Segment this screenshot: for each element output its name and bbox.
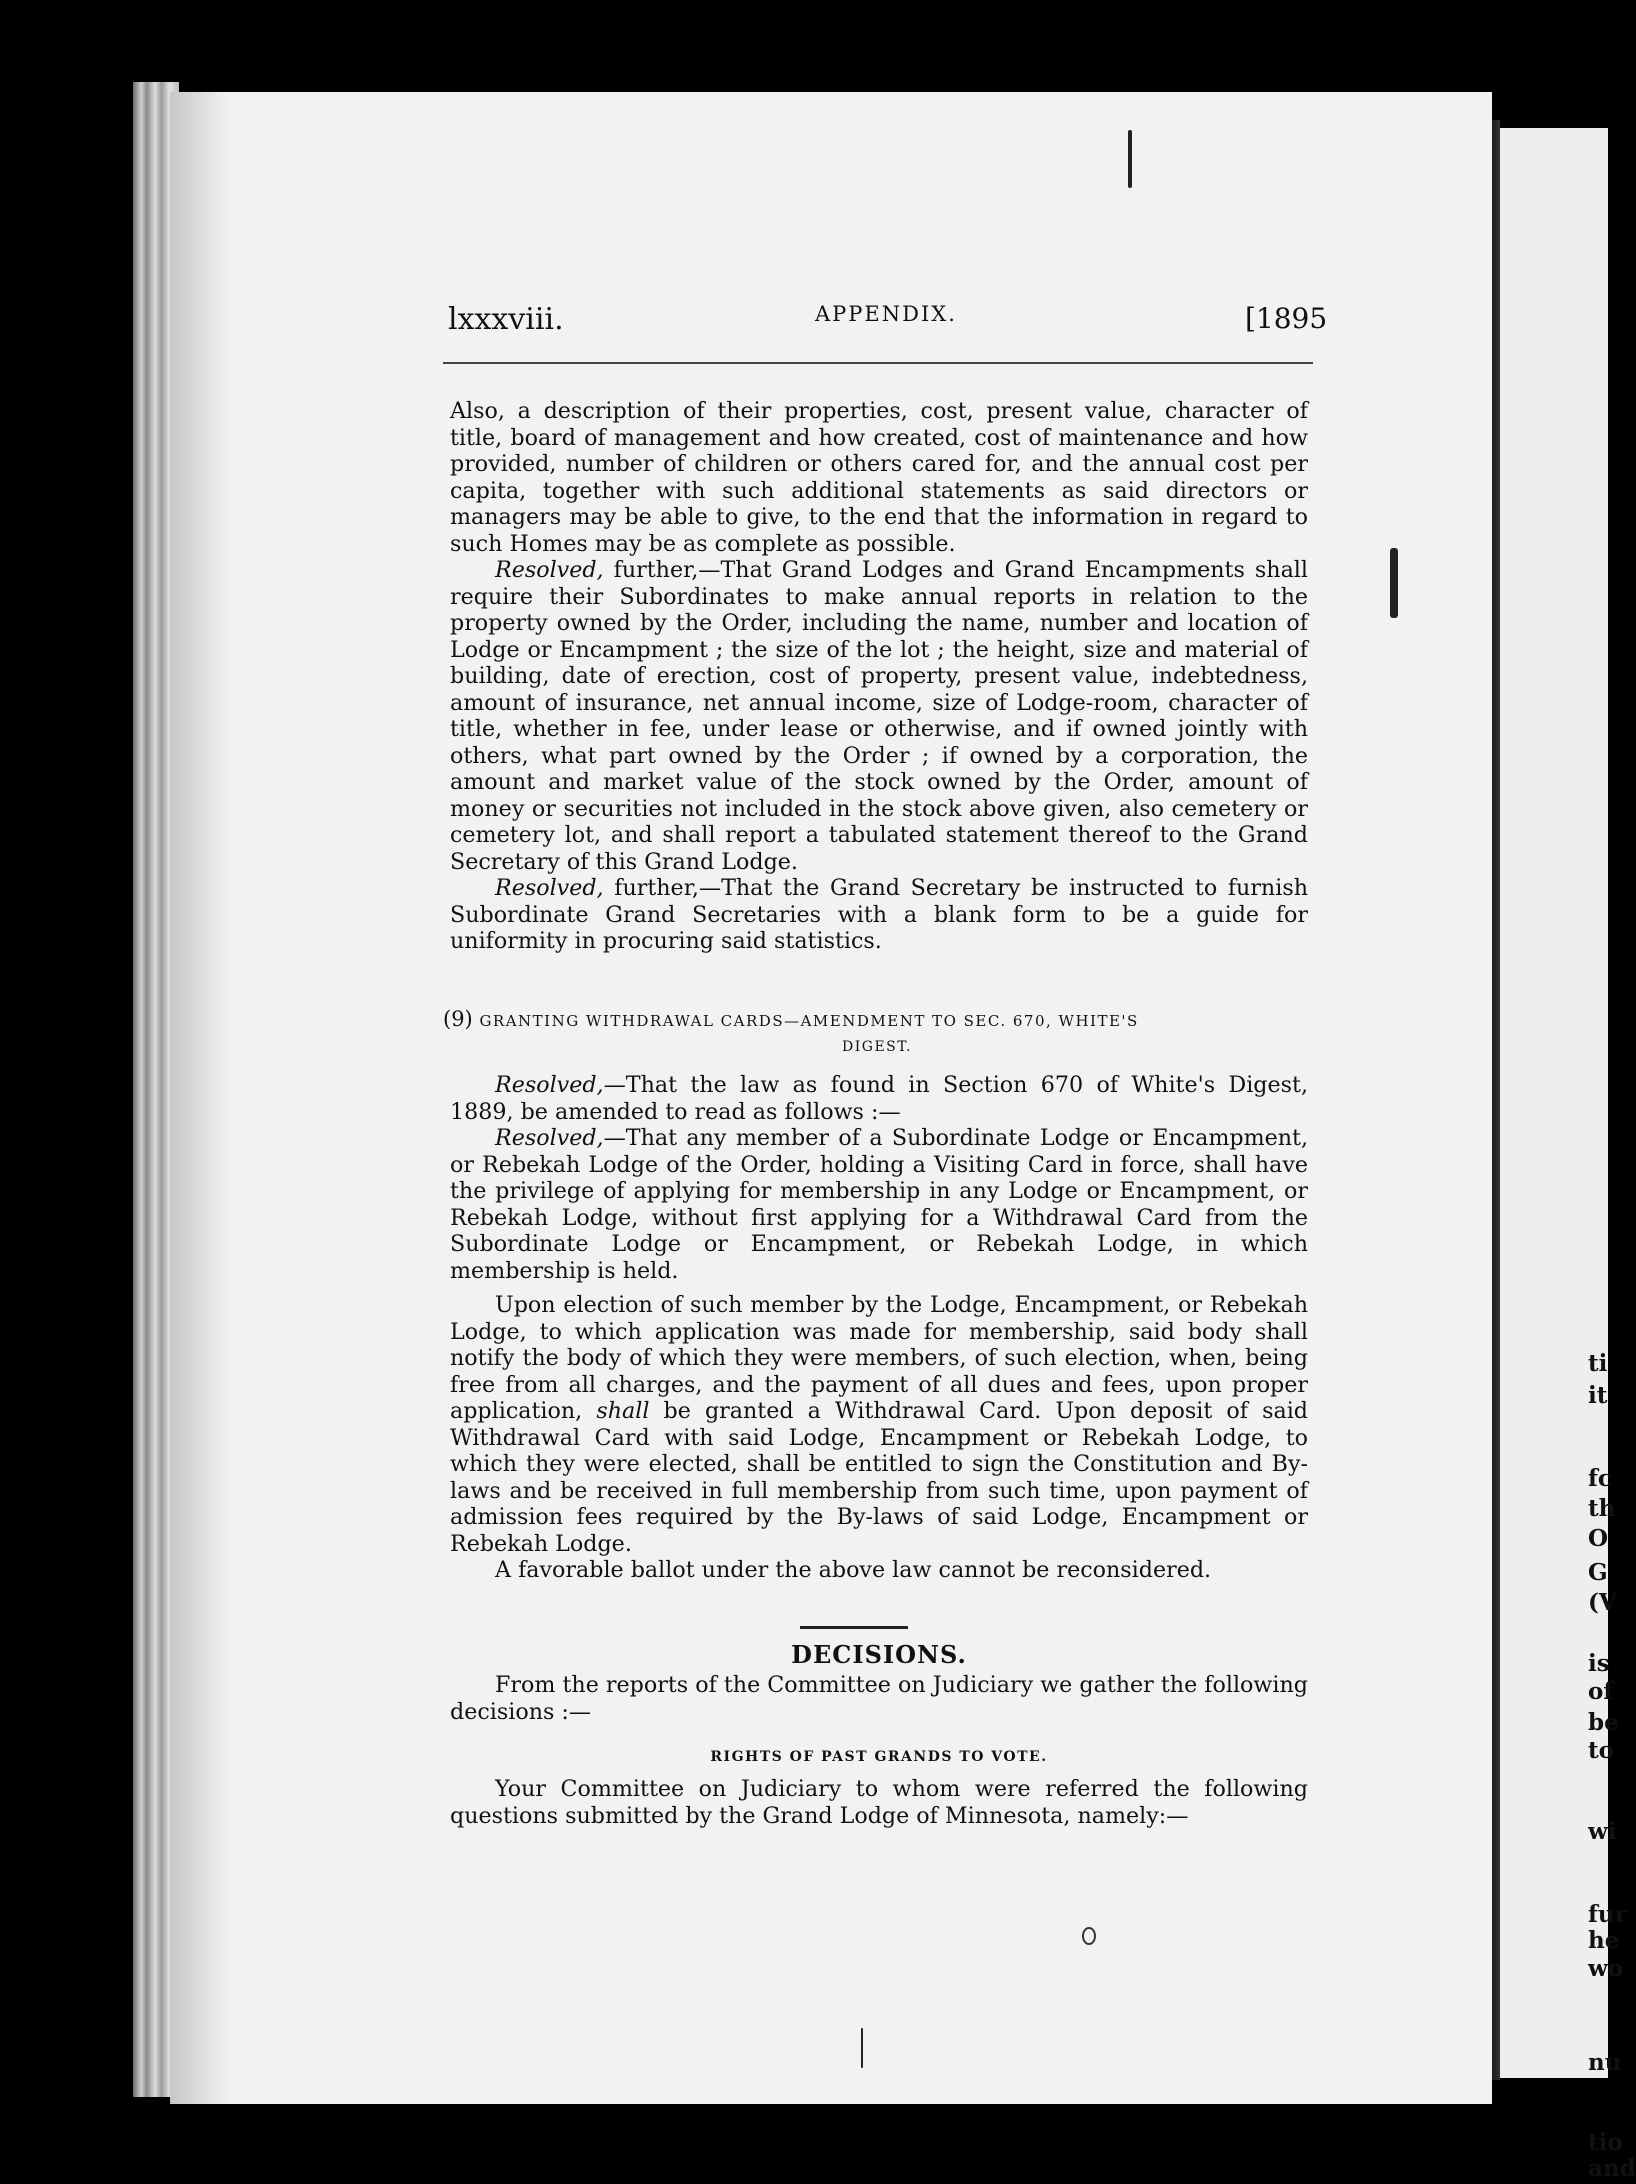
resolved-lead: Resolved, bbox=[495, 1125, 604, 1151]
facing-page-fragment: is bbox=[1588, 1650, 1610, 1677]
facing-page-fragment: wo bbox=[1588, 1955, 1624, 1982]
text-block-2 bbox=[450, 1072, 1308, 1584]
facing-page-fragment: wi bbox=[1588, 1818, 1617, 1845]
text-block-4 bbox=[450, 1776, 1308, 1829]
election-text-a: Upon election of such member by the Lodge, Encampment, or Rebekah Lodge, to which application was made for membership, said body shall notify the body of which they were members, of such election, when, being free from all charges, and the payment of all dues and fees, upon proper application, bbox=[450, 1292, 1308, 1424]
facing-page-fragment: nu bbox=[1588, 2049, 1622, 2076]
paragraph-resolved-law bbox=[450, 1072, 1308, 1125]
facing-page-fragment: to bbox=[1588, 1737, 1614, 1764]
facing-page-fragment: fur bbox=[1588, 1901, 1627, 1928]
facing-page-fragment: be bbox=[1588, 1709, 1619, 1736]
rights-subheading: RIGHTS OF PAST GRANDS TO VOTE. bbox=[710, 1749, 1048, 1765]
section-title: GRANTING WITHDRAWAL CARDS—AMENDMENT TO SEC. 670, WHITE'S bbox=[479, 1012, 1139, 1030]
paragraph-resolved-membership bbox=[450, 1125, 1308, 1284]
facing-page-fragment: of bbox=[1588, 1678, 1614, 1705]
resolved-law-text: —That the law as found in Section 670 of White's Digest, 1889, be amended to read as follows :— bbox=[450, 1072, 1308, 1125]
paragraph-committee: Your Committee on Judiciary to whom were referred the following questions submitted by the Grand Lodge of Minnesota, namely:— bbox=[450, 1776, 1308, 1829]
facing-page-fragment: (V bbox=[1588, 1589, 1617, 1616]
spine-shadow bbox=[170, 92, 230, 2104]
text-block-1 bbox=[450, 398, 1308, 955]
facing-page-fragment: he bbox=[1588, 1927, 1620, 1954]
resolved-lead: Resolved, bbox=[495, 1072, 604, 1098]
election-emphasis: shall bbox=[596, 1398, 650, 1424]
section-9-heading bbox=[443, 1006, 1311, 1060]
resolved-lead: Resolved, bbox=[495, 875, 604, 901]
facing-page-fragment: th bbox=[1588, 1495, 1616, 1522]
scan-mark bbox=[1390, 548, 1398, 618]
paragraph-election bbox=[450, 1292, 1308, 1557]
election-text-b: be granted a Withdrawal Card. Upon deposit of said Withdrawal Card with said Lodge, Encampment or Rebekah Lodge, to which they were elected, shall be entitled to sign the Constitution and By-laws and be received in full membership from such time, upon payment of admission fees required by the By-laws of said Lodge, Encampment or Rebekah Lodge. bbox=[450, 1398, 1309, 1557]
facing-page-fragment: ti bbox=[1588, 1350, 1608, 1377]
facing-page bbox=[1490, 128, 1608, 2078]
paragraph-description: Also, a description of their properties, cost, present value, character of title, board of management and how created, cost of maintenance and how provided, number of children or others cared for, and the annual cost per capita, together with such additional statements as said directors or managers may be able to give, to the end that the information in regard to such Homes may be as complete as possible. bbox=[450, 398, 1308, 557]
header-rule bbox=[443, 362, 1313, 364]
facing-page-fragment: G bbox=[1588, 1559, 1608, 1586]
facing-page-fragment: O bbox=[1588, 1525, 1609, 1552]
scan-mark bbox=[1128, 130, 1132, 188]
facing-page-fragment: and bbox=[1588, 2155, 1636, 2182]
decisions-rule bbox=[800, 1626, 908, 1629]
facing-page-fragment: fc bbox=[1588, 1465, 1612, 1492]
text-block-3 bbox=[450, 1672, 1308, 1725]
decisions-heading: DECISIONS. bbox=[791, 1640, 967, 1669]
paragraph-ballot: A favorable ballot under the above law cannot be reconsidered. bbox=[495, 1557, 1212, 1583]
scan-mark bbox=[861, 2028, 863, 2068]
paragraph-decisions-intro: From the reports of the Committee on Judiciary we gather the following decisions :— bbox=[450, 1672, 1308, 1725]
section-number: (9) bbox=[443, 1007, 473, 1031]
resolved-membership-text: —That any member of a Subordinate Lodge or Encampment, or Rebekah Lodge of the Order, holding a Visiting Card in force, shall have the privilege of applying for membership in any Lodge or Encampment, or Rebekah Lodge, without first applying for a Withdrawal Card from the Subordinate Lodge or Encampment, or Rebekah Lodge, in which membership is held. bbox=[450, 1125, 1308, 1284]
paragraph-resolved-forms bbox=[450, 875, 1308, 955]
scan-mark bbox=[1082, 1927, 1096, 1945]
resolved-lead: Resolved, bbox=[495, 557, 604, 583]
running-year: [1895 bbox=[1245, 302, 1328, 335]
page-folio: lxxxviii. bbox=[448, 302, 564, 337]
resolved-reports-text: further,—That Grand Lodges and Grand Encampments shall require their Subordinates to make annual reports in relation to the property owned by the Order, including the name, number and location of Lodge or Encampment ; the size of the lot ; the height, size and material of building, date of erection, cost of property, present value, indebtedness, amount of insurance, net annual income, size of Lodge-room, character of title, whether in fee, under lease or otherwise, and if owned jointly with others, what part owned by the Order ; if owned by a corporation, the amount and market value of the stock owned by the Order, amount of money or securities not included in the stock above given, also cemetery or cemetery lot, and shall report a tabulated statement thereof to the Grand Secretary of this Grand Lodge. bbox=[450, 557, 1308, 875]
paragraph-resolved-reports bbox=[450, 557, 1308, 875]
section-title-end: DIGEST. bbox=[842, 1039, 912, 1055]
facing-page-fragment: tio bbox=[1588, 2129, 1623, 2156]
facing-page-fragment: it bbox=[1588, 1382, 1608, 1409]
running-title: APPENDIX. bbox=[815, 302, 957, 326]
resolved-forms-text: further,—That the Grand Secretary be instructed to furnish Subordinate Grand Secretaries with a blank form to be a guide for uniformity in procuring said statistics. bbox=[450, 875, 1308, 954]
